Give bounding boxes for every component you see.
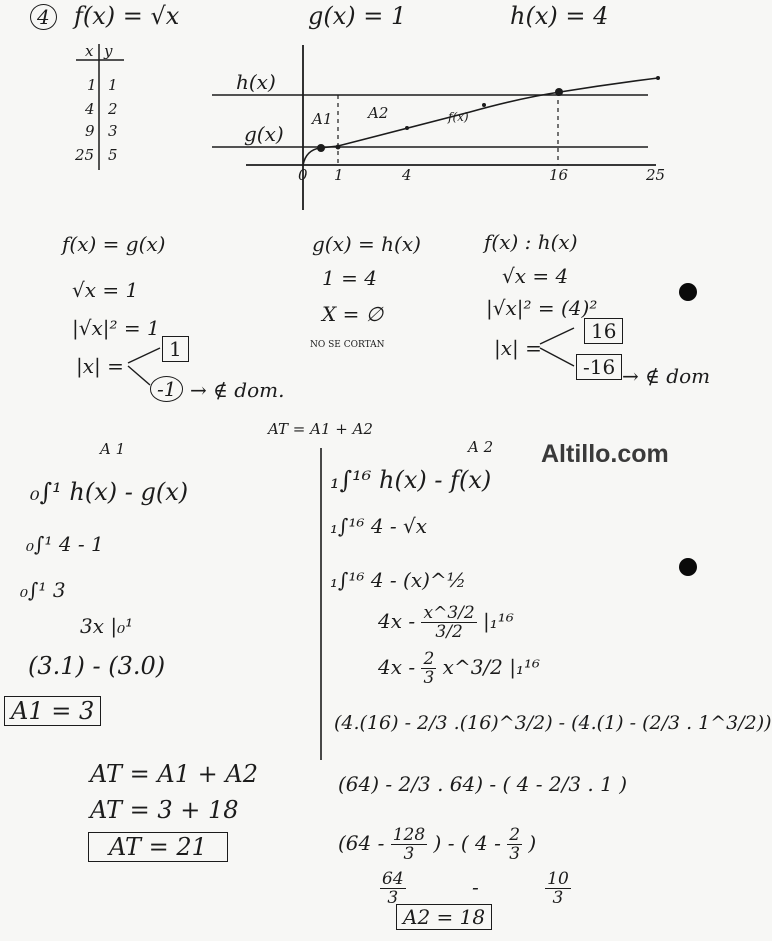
h-definition: h(x) = 4 — [510, 2, 609, 30]
graph-label-a2: A2 — [368, 104, 389, 122]
a2-line5-den: 3 — [423, 668, 435, 688]
a2-line8-den1: 3 — [403, 844, 415, 864]
total-formula-top: AT = A1 + A2 — [268, 420, 373, 438]
a2-line5 — [378, 650, 540, 687]
graph-label-g: g(x) — [244, 122, 284, 146]
int1-line3: |√x|² = 1 — [72, 316, 160, 340]
x-tick-label: 25 — [646, 166, 666, 184]
a2-line7: (64) - 2/3 . 64) - ( 4 - 2/3 . 1 ) — [338, 772, 628, 796]
watermark: Altillo.com — [541, 440, 669, 468]
int3-pos-root: 16 — [584, 318, 623, 344]
a2-line8-a: (64 - — [338, 831, 385, 855]
a2-line9-num1: 64 — [382, 869, 404, 889]
a2-line8-num2: 2 — [509, 825, 521, 845]
a2-line5-fraction — [421, 650, 436, 687]
a2-line8-d: ) — [528, 831, 537, 855]
int3-line4: |x| = — [494, 336, 542, 360]
int3-line2: √x = 4 — [502, 264, 569, 288]
x-tick-label: 0 — [298, 166, 308, 184]
a2-line8-frac1 — [391, 826, 427, 863]
table-cell: 1 — [87, 76, 97, 94]
a2-line1: ₁∫¹⁶ h(x) - f(x) — [330, 466, 492, 494]
a2-line9-den1: 3 — [387, 888, 399, 908]
a2-line8-num1: 128 — [392, 825, 426, 845]
a2-line9-frac2 — [545, 870, 571, 907]
a1-line1: ₀∫¹ h(x) - g(x) — [30, 478, 189, 506]
a1-title: A 1 — [100, 440, 126, 458]
int3-line3: |√x|² = (4)² — [486, 296, 598, 320]
a2-line9-den2: 3 — [552, 888, 564, 908]
a1-result: A1 = 3 — [4, 696, 101, 726]
total-line1: AT = A1 + A2 — [90, 760, 258, 788]
int2-line3: X = ∅ — [322, 302, 384, 326]
a2-line8-b: ) - ( — [433, 831, 469, 855]
table-cell: 4 — [85, 100, 95, 118]
x-tick-label: 16 — [549, 166, 569, 184]
punch-hole — [679, 558, 697, 576]
table-header-y: y — [104, 42, 113, 60]
a2-line4-fraction — [421, 604, 476, 641]
x-tick-label: 1 — [334, 166, 344, 184]
a2-line8-frac2 — [507, 826, 522, 863]
a2-line5-right: x^3/2 |₁¹⁶ — [442, 655, 541, 679]
a2-line4 — [378, 604, 514, 641]
a2-line8-den2: 3 — [509, 844, 521, 864]
int1-line1: f(x) = g(x) — [62, 232, 166, 256]
int2-line1: g(x) = h(x) — [312, 232, 421, 256]
a1-line5: (3.1) - (3.0) — [28, 652, 166, 680]
g-definition: g(x) = 1 — [308, 2, 407, 30]
total-result: AT = 21 — [88, 832, 228, 862]
table-cell: 25 — [75, 146, 95, 164]
a2-line3: ₁∫¹⁶ 4 - (x)^½ — [330, 568, 467, 592]
graph-label-f: f(x) — [448, 110, 469, 124]
int1-neg-root: -1 — [150, 376, 183, 402]
table-cell: 9 — [85, 122, 95, 140]
a2-line4-den: 3/2 — [435, 622, 463, 642]
x-tick-label: 4 — [402, 166, 412, 184]
a2-line9-minus: - — [472, 875, 479, 899]
a2-line2: ₁∫¹⁶ 4 - √x — [330, 514, 428, 538]
table-cell: 2 — [108, 100, 118, 118]
a2-line9 — [380, 870, 571, 907]
a2-line8 — [338, 826, 536, 863]
a1-line4: 3x |₀¹ — [80, 614, 134, 638]
problem-number: 4 — [30, 4, 57, 30]
a2-line8-c: 4 - — [474, 831, 501, 855]
table-cell: 5 — [108, 146, 118, 164]
punch-hole — [679, 283, 697, 301]
a2-line4-num: x^3/2 — [423, 603, 475, 623]
a2-line9-frac1 — [380, 870, 406, 907]
a2-line4-left: 4x - — [378, 609, 416, 633]
int2-line4: NO SE CORTAN — [310, 340, 385, 350]
int1-line4: |x| = — [76, 354, 124, 378]
table-cell: 1 — [108, 76, 118, 94]
a2-result: A2 = 18 — [396, 904, 492, 930]
int1-neg-note: → ∉ dom. — [190, 378, 285, 402]
table-cell: 3 — [108, 122, 118, 140]
int3-line1: f(x) : h(x) — [484, 230, 578, 254]
f-definition: f(x) = √x — [74, 2, 180, 30]
int3-neg-note: → ∉ dom — [622, 364, 711, 388]
graph-label-h: h(x) — [236, 70, 276, 94]
a2-line6: (4.(16) - 2/3 .(16)^3/2) - (4.(1) - (2/3 . 1^3/2)) — [334, 712, 772, 734]
table-header-x: x — [85, 42, 94, 60]
a2-line5-num: 2 — [423, 649, 435, 669]
a1-line2: ₀∫¹ 4 - 1 — [26, 532, 104, 556]
a2-line4-eval: |₁¹⁶ — [483, 609, 514, 633]
graph-label-a1: A1 — [312, 110, 333, 128]
total-line2: AT = 3 + 18 — [90, 796, 239, 824]
int1-pos-root: 1 — [162, 336, 189, 362]
int3-neg-root: -16 — [576, 354, 622, 380]
int1-line2: √x = 1 — [72, 278, 139, 302]
a2-title: A 2 — [468, 438, 494, 456]
a2-line5-left: 4x - — [378, 655, 416, 679]
int2-line2: 1 = 4 — [322, 266, 377, 290]
a2-line9-num2: 10 — [547, 869, 569, 889]
a1-line3: ₀∫¹ 3 — [20, 578, 66, 602]
